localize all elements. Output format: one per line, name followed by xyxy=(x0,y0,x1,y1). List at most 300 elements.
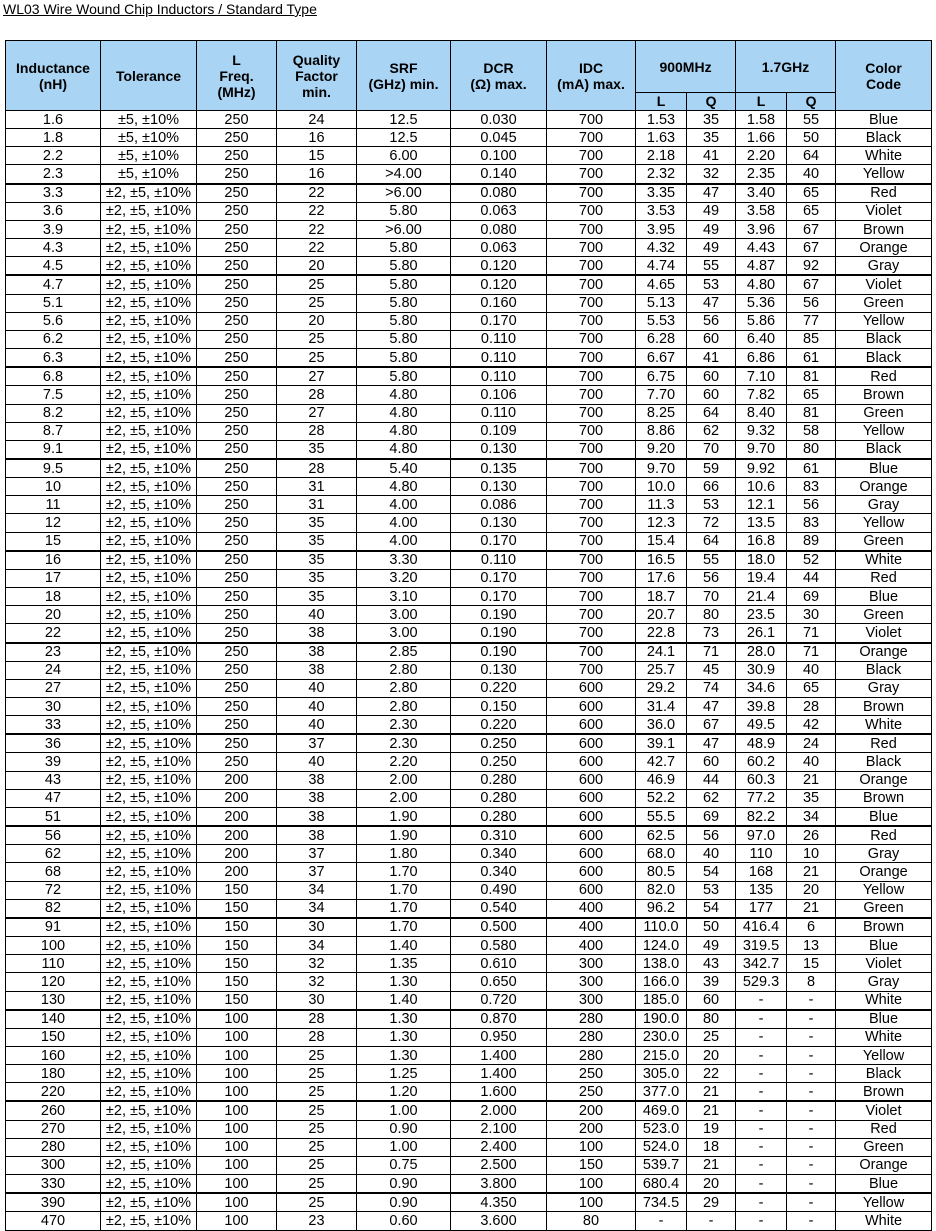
q-1-7ghz-cell: - xyxy=(787,1046,836,1064)
q-900mhz-cell: 25 xyxy=(687,1028,736,1046)
freq-cell: 250 xyxy=(197,422,277,440)
q-900mhz-cell: 45 xyxy=(687,661,736,679)
freq-cell: 250 xyxy=(197,716,277,735)
freq-cell: 150 xyxy=(197,973,277,991)
inductance-cell: 39 xyxy=(6,753,101,771)
q-1-7ghz-cell: 89 xyxy=(787,532,836,551)
quality-factor-cell: 24 xyxy=(277,111,357,129)
quality-factor-cell: 38 xyxy=(277,643,357,662)
q-1-7ghz-cell: 20 xyxy=(787,881,836,899)
l-1-7ghz-cell: 342.7 xyxy=(736,955,787,973)
l-900mhz-cell: 734.5 xyxy=(636,1193,687,1212)
color-code-cell: Violet xyxy=(836,202,932,220)
color-code-cell: Black xyxy=(836,661,932,679)
tolerance-cell: ±2, ±5, ±10% xyxy=(101,881,197,899)
color-code-cell: White xyxy=(836,147,932,165)
q-900mhz-cell: 35 xyxy=(687,129,736,147)
quality-factor-cell: 25 xyxy=(277,294,357,312)
tolerance-cell: ±2, ±5, ±10% xyxy=(101,1010,197,1029)
table-row xyxy=(6,386,932,404)
q-900mhz-cell: 22 xyxy=(687,1065,736,1083)
q-900mhz-cell: 72 xyxy=(687,514,736,532)
tolerance-cell: ±2, ±5, ±10% xyxy=(101,1156,197,1174)
inductance-cell: 1.8 xyxy=(6,129,101,147)
inductance-cell: 2.2 xyxy=(6,147,101,165)
l-1-7ghz-cell: 4.43 xyxy=(736,239,787,257)
tolerance-cell: ±2, ±5, ±10% xyxy=(101,330,197,348)
tolerance-cell: ±2, ±5, ±10% xyxy=(101,459,197,478)
l-1-7ghz-cell: 6.40 xyxy=(736,330,787,348)
q-900mhz-cell: 73 xyxy=(687,624,736,643)
tolerance-cell: ±2, ±5, ±10% xyxy=(101,753,197,771)
header-srf-line-1: SRF xyxy=(389,59,418,76)
tolerance-cell: ±2, ±5, ±10% xyxy=(101,1193,197,1212)
srf-cell: 5.80 xyxy=(357,239,451,257)
color-code-cell: Orange xyxy=(836,863,932,881)
color-code-cell: Yellow xyxy=(836,881,932,899)
q-900mhz-cell: 18 xyxy=(687,1138,736,1156)
freq-cell: 250 xyxy=(197,753,277,771)
color-code-cell: Gray xyxy=(836,845,932,863)
color-code-cell: Green xyxy=(836,294,932,312)
header-idc xyxy=(547,41,636,111)
table-row xyxy=(6,165,932,184)
l-900mhz-cell: 190.0 xyxy=(636,1010,687,1029)
q-1-7ghz-cell: 6 xyxy=(787,918,836,937)
header-color-code-line-1: Color xyxy=(865,59,902,76)
srf-cell: 4.00 xyxy=(357,496,451,514)
q-900mhz-cell: 80 xyxy=(687,1010,736,1029)
inductance-cell: 16 xyxy=(6,551,101,570)
quality-factor-cell: 27 xyxy=(277,367,357,386)
table-row xyxy=(6,1212,932,1230)
srf-cell: 0.75 xyxy=(357,1156,451,1174)
idc-cell: 280 xyxy=(547,1028,636,1046)
quality-factor-cell: 28 xyxy=(277,1010,357,1029)
freq-cell: 250 xyxy=(197,129,277,147)
color-code-cell: Violet xyxy=(836,955,932,973)
l-1-7ghz-cell: 19.4 xyxy=(736,569,787,587)
q-900mhz-cell: 55 xyxy=(687,257,736,276)
table-row xyxy=(6,937,932,955)
freq-cell: 250 xyxy=(197,257,277,276)
srf-cell: 2.80 xyxy=(357,661,451,679)
l-900mhz-cell: 3.95 xyxy=(636,220,687,238)
l-1-7ghz-cell: 4.80 xyxy=(736,275,787,294)
inductance-cell: 15 xyxy=(6,532,101,551)
tolerance-cell: ±2, ±5, ±10% xyxy=(101,863,197,881)
q-1-7ghz-cell: 61 xyxy=(787,349,836,368)
srf-cell: 5.80 xyxy=(357,330,451,348)
freq-cell: 100 xyxy=(197,1083,277,1102)
freq-cell: 150 xyxy=(197,918,277,937)
srf-cell: 2.30 xyxy=(357,734,451,753)
dcr-cell: 0.110 xyxy=(451,349,547,368)
idc-cell: 200 xyxy=(547,1101,636,1120)
freq-cell: 250 xyxy=(197,440,277,459)
l-1-7ghz-cell: 1.66 xyxy=(736,129,787,147)
tolerance-cell: ±2, ±5, ±10% xyxy=(101,404,197,422)
quality-factor-cell: 25 xyxy=(277,1046,357,1064)
l-1-7ghz-cell: - xyxy=(736,1138,787,1156)
srf-cell: 2.80 xyxy=(357,679,451,697)
q-1-7ghz-cell: 81 xyxy=(787,367,836,386)
inductance-cell: 82 xyxy=(6,899,101,918)
l-900mhz-cell: 1.53 xyxy=(636,111,687,129)
freq-cell: 250 xyxy=(197,643,277,662)
color-code-cell: Black xyxy=(836,349,932,368)
table-row xyxy=(6,955,932,973)
dcr-cell: 0.045 xyxy=(451,129,547,147)
srf-cell: 5.80 xyxy=(357,349,451,368)
q-900mhz-cell: 60 xyxy=(687,753,736,771)
inductance-cell: 2.3 xyxy=(6,165,101,184)
idc-cell: 700 xyxy=(547,312,636,330)
quality-factor-cell: 25 xyxy=(277,1193,357,1212)
inductance-cell: 470 xyxy=(6,1212,101,1230)
freq-cell: 250 xyxy=(197,514,277,532)
dcr-cell: 0.190 xyxy=(451,624,547,643)
quality-factor-cell: 34 xyxy=(277,881,357,899)
color-code-cell: Orange xyxy=(836,478,932,496)
color-code-cell: Red xyxy=(836,367,932,386)
inductance-cell: 3.9 xyxy=(6,220,101,238)
idc-cell: 700 xyxy=(547,202,636,220)
srf-cell: 5.80 xyxy=(357,275,451,294)
freq-cell: 250 xyxy=(197,569,277,587)
freq-cell: 250 xyxy=(197,386,277,404)
dcr-cell: 0.030 xyxy=(451,111,547,129)
srf-cell: 1.40 xyxy=(357,937,451,955)
dcr-cell: 0.310 xyxy=(451,826,547,845)
q-1-7ghz-cell: - xyxy=(787,991,836,1010)
q-900mhz-cell: 60 xyxy=(687,386,736,404)
srf-cell: 2.20 xyxy=(357,753,451,771)
l-900mhz-cell: 110.0 xyxy=(636,918,687,937)
color-code-cell: Blue xyxy=(836,937,932,955)
srf-cell: 5.40 xyxy=(357,459,451,478)
l-900mhz-cell: 29.2 xyxy=(636,679,687,697)
color-code-cell: White xyxy=(836,1028,932,1046)
q-900mhz-cell: - xyxy=(687,1212,736,1230)
dcr-cell: 0.220 xyxy=(451,679,547,697)
tolerance-cell: ±2, ±5, ±10% xyxy=(101,312,197,330)
q-900mhz-cell: 66 xyxy=(687,478,736,496)
srf-cell: 12.5 xyxy=(357,111,451,129)
q-900mhz-cell: 49 xyxy=(687,220,736,238)
l-1-7ghz-cell: 8.40 xyxy=(736,404,787,422)
quality-factor-cell: 28 xyxy=(277,386,357,404)
l-1-7ghz-cell: 30.9 xyxy=(736,661,787,679)
tolerance-cell: ±2, ±5, ±10% xyxy=(101,807,197,826)
table-row xyxy=(6,643,932,662)
dcr-cell: 0.190 xyxy=(451,643,547,662)
quality-factor-cell: 34 xyxy=(277,899,357,918)
srf-cell: 1.00 xyxy=(357,1101,451,1120)
q-1-7ghz-cell: - xyxy=(787,1175,836,1194)
table-row xyxy=(6,698,932,716)
dcr-cell: 4.350 xyxy=(451,1193,547,1212)
dcr-cell: 0.170 xyxy=(451,569,547,587)
inductance-cell: 51 xyxy=(6,807,101,826)
tolerance-cell: ±2, ±5, ±10% xyxy=(101,661,197,679)
quality-factor-cell: 28 xyxy=(277,1028,357,1046)
q-1-7ghz-cell: 81 xyxy=(787,404,836,422)
tolerance-cell: ±2, ±5, ±10% xyxy=(101,624,197,643)
quality-factor-cell: 35 xyxy=(277,532,357,551)
idc-cell: 700 xyxy=(547,514,636,532)
freq-cell: 150 xyxy=(197,899,277,918)
freq-cell: 100 xyxy=(197,1065,277,1083)
l-900mhz-cell: 55.5 xyxy=(636,807,687,826)
l-900mhz-cell: 3.35 xyxy=(636,184,687,203)
tolerance-cell: ±2, ±5, ±10% xyxy=(101,937,197,955)
dcr-cell: 0.340 xyxy=(451,863,547,881)
color-code-cell: Orange xyxy=(836,1156,932,1174)
color-code-cell: Red xyxy=(836,569,932,587)
q-900mhz-cell: 20 xyxy=(687,1046,736,1064)
dcr-cell: 0.130 xyxy=(451,478,547,496)
inductance-cell: 6.8 xyxy=(6,367,101,386)
inductance-cell: 22 xyxy=(6,624,101,643)
tolerance-cell: ±2, ±5, ±10% xyxy=(101,349,197,368)
srf-cell: 1.80 xyxy=(357,845,451,863)
l-1-7ghz-cell: - xyxy=(736,991,787,1010)
idc-cell: 700 xyxy=(547,184,636,203)
table-row xyxy=(6,1010,932,1029)
l-900mhz-cell: 3.53 xyxy=(636,202,687,220)
l-1-7ghz-cell: 21.4 xyxy=(736,588,787,606)
color-code-cell: Black xyxy=(836,330,932,348)
color-code-cell: Gray xyxy=(836,496,932,514)
inductance-cell: 120 xyxy=(6,973,101,991)
table-row xyxy=(6,294,932,312)
dcr-cell: 0.063 xyxy=(451,202,547,220)
color-code-cell: Yellow xyxy=(836,1046,932,1064)
srf-cell: 1.00 xyxy=(357,1138,451,1156)
q-1-7ghz-cell: 26 xyxy=(787,826,836,845)
color-code-cell: Violet xyxy=(836,1101,932,1120)
q-900mhz-cell: 47 xyxy=(687,184,736,203)
l-900mhz-cell: 10.0 xyxy=(636,478,687,496)
l-1-7ghz-cell: 529.3 xyxy=(736,973,787,991)
inductance-cell: 280 xyxy=(6,1138,101,1156)
q-1-7ghz-cell: 67 xyxy=(787,239,836,257)
dcr-cell: 0.280 xyxy=(451,789,547,807)
quality-factor-cell: 35 xyxy=(277,551,357,570)
dcr-cell: 0.340 xyxy=(451,845,547,863)
quality-factor-cell: 37 xyxy=(277,734,357,753)
q-900mhz-cell: 64 xyxy=(687,532,736,551)
freq-cell: 200 xyxy=(197,789,277,807)
l-900mhz-cell: 4.32 xyxy=(636,239,687,257)
srf-cell: >6.00 xyxy=(357,184,451,203)
tolerance-cell: ±2, ±5, ±10% xyxy=(101,973,197,991)
header-quality-factor-line-1: Quality xyxy=(292,51,341,68)
freq-cell: 250 xyxy=(197,165,277,184)
dcr-cell: 0.135 xyxy=(451,459,547,478)
idc-cell: 700 xyxy=(547,422,636,440)
header-dcr-line-2: (Ω) max. xyxy=(470,75,527,92)
srf-cell: 1.30 xyxy=(357,1046,451,1064)
quality-factor-cell: 20 xyxy=(277,312,357,330)
freq-cell: 250 xyxy=(197,496,277,514)
idc-cell: 700 xyxy=(547,624,636,643)
l-1-7ghz-cell: 9.70 xyxy=(736,440,787,459)
table-row xyxy=(6,275,932,294)
dcr-cell: 0.190 xyxy=(451,606,547,624)
q-900mhz-cell: 67 xyxy=(687,716,736,735)
tolerance-cell: ±5, ±10% xyxy=(101,111,197,129)
idc-cell: 700 xyxy=(547,294,636,312)
srf-cell: 5.80 xyxy=(357,257,451,276)
l-900mhz-cell: 539.7 xyxy=(636,1156,687,1174)
l-900mhz-cell: 680.4 xyxy=(636,1175,687,1194)
q-1-7ghz-cell: 10 xyxy=(787,845,836,863)
tolerance-cell: ±2, ±5, ±10% xyxy=(101,551,197,570)
q-1-7ghz-cell: 34 xyxy=(787,807,836,826)
l-900mhz-cell: 524.0 xyxy=(636,1138,687,1156)
quality-factor-cell: 38 xyxy=(277,789,357,807)
q-1-7ghz-cell: 35 xyxy=(787,789,836,807)
color-code-cell: Black xyxy=(836,129,932,147)
q-1-7ghz-cell: 67 xyxy=(787,220,836,238)
freq-cell: 100 xyxy=(197,1046,277,1064)
table-row xyxy=(6,789,932,807)
quality-factor-cell: 35 xyxy=(277,588,357,606)
dcr-cell: 0.140 xyxy=(451,165,547,184)
inductance-cell: 150 xyxy=(6,1028,101,1046)
quality-factor-cell: 38 xyxy=(277,771,357,789)
inductance-cell: 18 xyxy=(6,588,101,606)
freq-cell: 200 xyxy=(197,807,277,826)
l-900mhz-cell: 31.4 xyxy=(636,698,687,716)
tolerance-cell: ±2, ±5, ±10% xyxy=(101,955,197,973)
q-1-7ghz-cell: 83 xyxy=(787,478,836,496)
srf-cell: 2.00 xyxy=(357,771,451,789)
inductance-cell: 27 xyxy=(6,679,101,697)
freq-cell: 250 xyxy=(197,661,277,679)
inductance-cell: 10 xyxy=(6,478,101,496)
color-code-cell: Blue xyxy=(836,1175,932,1194)
idc-cell: 700 xyxy=(547,330,636,348)
q-1-7ghz-cell: 67 xyxy=(787,275,836,294)
tolerance-cell: ±2, ±5, ±10% xyxy=(101,1175,197,1194)
q-900mhz-cell: 55 xyxy=(687,551,736,570)
idc-cell: 400 xyxy=(547,899,636,918)
inductance-cell: 24 xyxy=(6,661,101,679)
freq-cell: 250 xyxy=(197,532,277,551)
freq-cell: 250 xyxy=(197,202,277,220)
table-row xyxy=(6,147,932,165)
q-900mhz-cell: 41 xyxy=(687,349,736,368)
l-1-7ghz-cell: 10.6 xyxy=(736,478,787,496)
l-1-7ghz-cell: 82.2 xyxy=(736,807,787,826)
q-1-7ghz-cell: - xyxy=(787,1083,836,1102)
l-1-7ghz-cell: 3.96 xyxy=(736,220,787,238)
q-1-7ghz-cell: - xyxy=(787,1193,836,1212)
inductance-cell: 260 xyxy=(6,1101,101,1120)
quality-factor-cell: 25 xyxy=(277,1083,357,1102)
idc-cell: 600 xyxy=(547,863,636,881)
inductance-cell: 47 xyxy=(6,789,101,807)
q-1-7ghz-cell: 65 xyxy=(787,386,836,404)
freq-cell: 100 xyxy=(197,1193,277,1212)
dcr-cell: 0.610 xyxy=(451,955,547,973)
freq-cell: 150 xyxy=(197,991,277,1010)
table-row xyxy=(6,569,932,587)
srf-cell: 2.30 xyxy=(357,716,451,735)
quality-factor-cell: 22 xyxy=(277,202,357,220)
l-1-7ghz-cell: 49.5 xyxy=(736,716,787,735)
quality-factor-cell: 40 xyxy=(277,606,357,624)
q-900mhz-cell: 56 xyxy=(687,826,736,845)
table-row xyxy=(6,404,932,422)
srf-cell: 3.00 xyxy=(357,606,451,624)
q-1-7ghz-cell: 28 xyxy=(787,698,836,716)
color-code-cell: Yellow xyxy=(836,514,932,532)
q-1-7ghz-cell: 92 xyxy=(787,257,836,276)
l-1-7ghz-cell: 3.58 xyxy=(736,202,787,220)
l-900mhz-cell: 523.0 xyxy=(636,1120,687,1138)
l-900mhz-cell: 6.75 xyxy=(636,367,687,386)
idc-cell: 600 xyxy=(547,734,636,753)
quality-factor-cell: 25 xyxy=(277,1120,357,1138)
color-code-cell: Violet xyxy=(836,275,932,294)
q-1-7ghz-cell: - xyxy=(787,1120,836,1138)
tolerance-cell: ±2, ±5, ±10% xyxy=(101,496,197,514)
dcr-cell: 0.106 xyxy=(451,386,547,404)
srf-cell: 1.35 xyxy=(357,955,451,973)
freq-cell: 250 xyxy=(197,294,277,312)
dcr-cell: 1.400 xyxy=(451,1046,547,1064)
q-900mhz-cell: 60 xyxy=(687,991,736,1010)
l-900mhz-cell: 68.0 xyxy=(636,845,687,863)
idc-cell: 300 xyxy=(547,955,636,973)
table-row xyxy=(6,863,932,881)
quality-factor-cell: 25 xyxy=(277,1138,357,1156)
color-code-cell: Brown xyxy=(836,220,932,238)
quality-factor-cell: 34 xyxy=(277,937,357,955)
dcr-cell: 0.130 xyxy=(451,514,547,532)
tolerance-cell: ±2, ±5, ±10% xyxy=(101,275,197,294)
color-code-cell: Yellow xyxy=(836,165,932,184)
l-1-7ghz-cell: 16.8 xyxy=(736,532,787,551)
l-1-7ghz-cell: - xyxy=(736,1212,787,1230)
srf-cell: 5.80 xyxy=(357,202,451,220)
inductance-cell: 20 xyxy=(6,606,101,624)
q-900mhz-cell: 41 xyxy=(687,147,736,165)
q-1-7ghz-cell: 77 xyxy=(787,312,836,330)
l-900mhz-cell: 1.63 xyxy=(636,129,687,147)
color-code-cell: Black xyxy=(836,753,932,771)
table-row xyxy=(6,661,932,679)
srf-cell: 4.80 xyxy=(357,386,451,404)
q-900mhz-cell: 47 xyxy=(687,734,736,753)
idc-cell: 250 xyxy=(547,1083,636,1102)
l-1-7ghz-cell: - xyxy=(736,1101,787,1120)
color-code-cell: Red xyxy=(836,184,932,203)
table-row xyxy=(6,807,932,826)
q-1-7ghz-cell: 85 xyxy=(787,330,836,348)
q-1-7ghz-cell: 8 xyxy=(787,973,836,991)
idc-cell: 700 xyxy=(547,404,636,422)
color-code-cell: Yellow xyxy=(836,422,932,440)
q-1-7ghz-cell: 65 xyxy=(787,202,836,220)
table-row xyxy=(6,624,932,643)
idc-cell: 600 xyxy=(547,789,636,807)
table-row xyxy=(6,753,932,771)
